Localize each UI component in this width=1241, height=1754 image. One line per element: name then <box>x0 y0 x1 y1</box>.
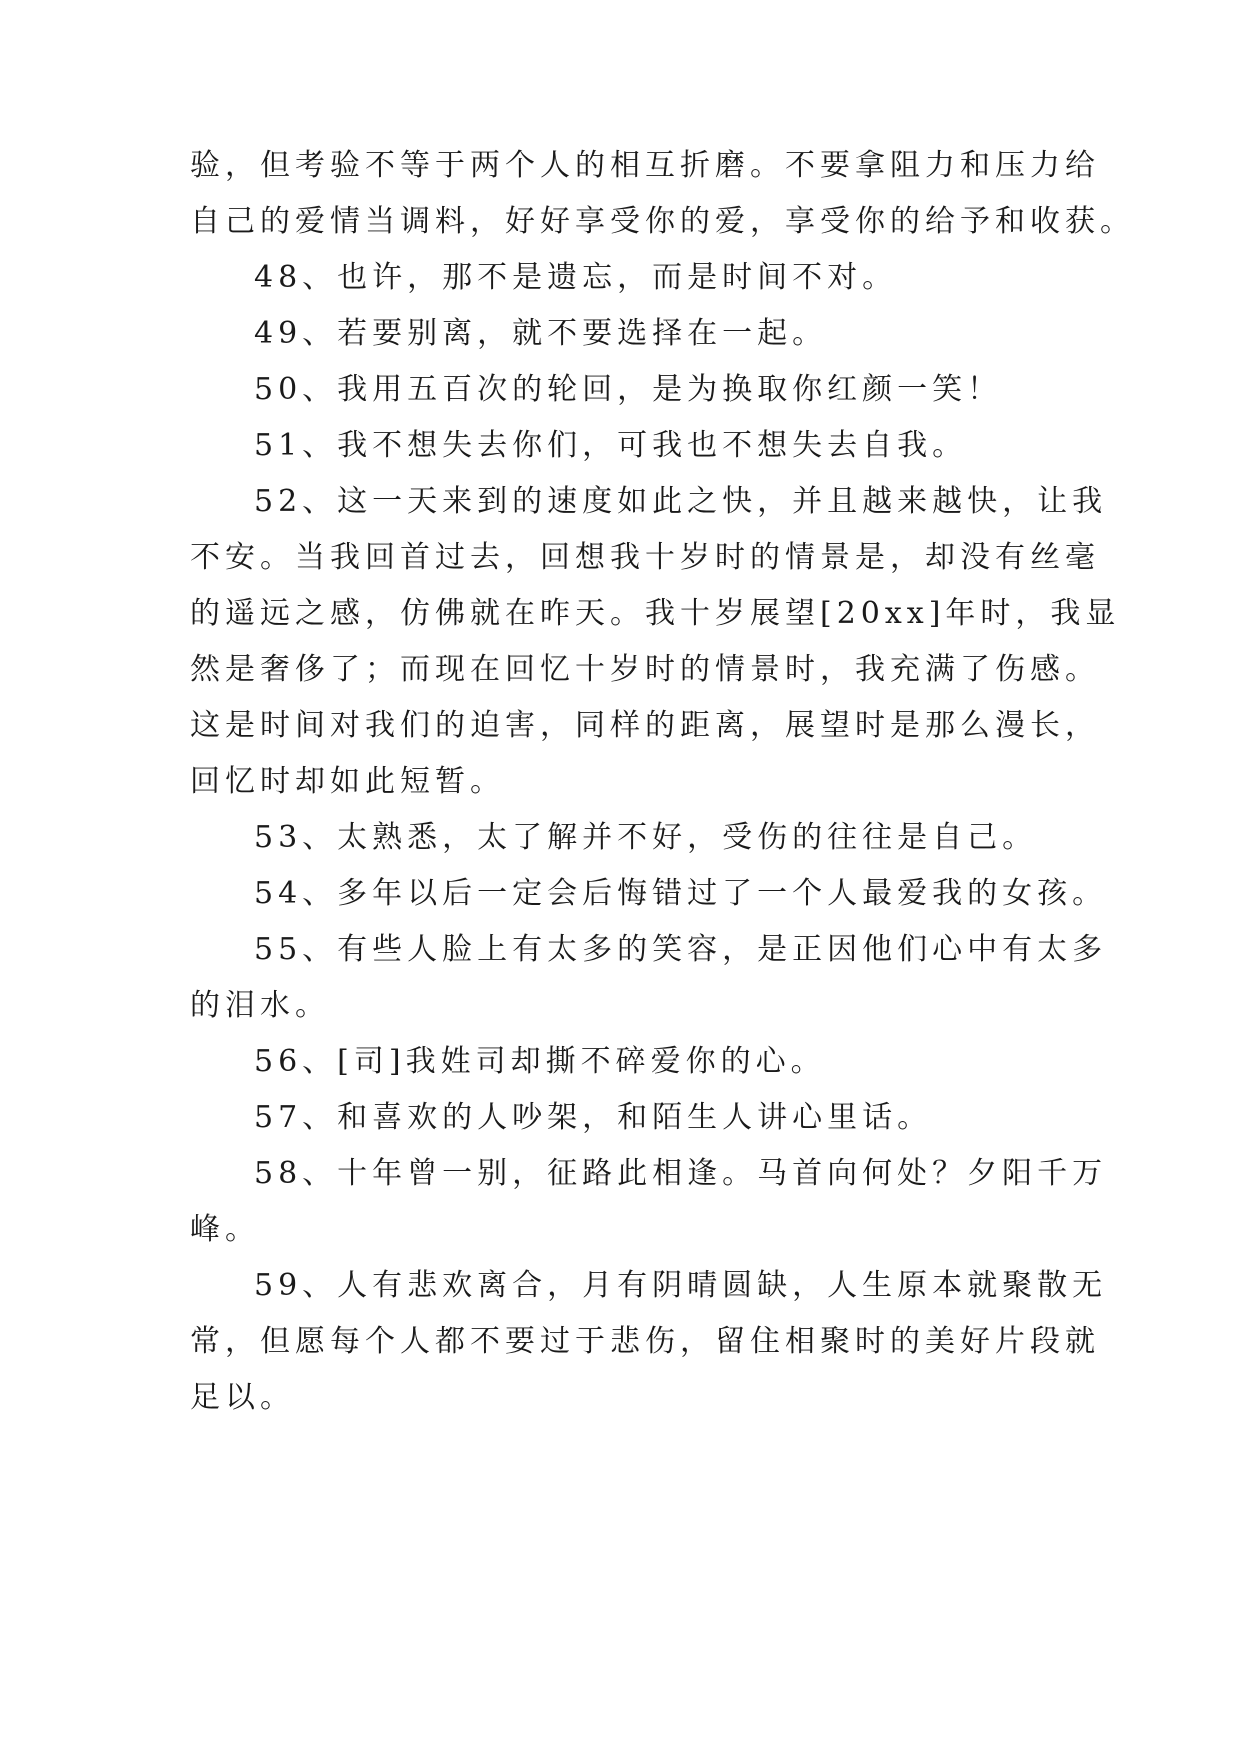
text-line: 55、有些人脸上有太多的笑容，是正因他们心中有太多 <box>254 932 1108 967</box>
text-line: 常，但愿每个人都不要过于悲伤，留住相聚时的美好片段就 <box>190 1324 1100 1359</box>
text-line: 49、若要别离，就不要选择在一起。 <box>254 316 828 351</box>
text-line: 54、多年以后一定会后悔错过了一个人最爱我的女孩。 <box>254 876 1108 911</box>
text-line: 58、十年曾一别，征路此相逢。马首向何处？夕阳千万 <box>254 1156 1108 1191</box>
text-line: 回忆时却如此短暂。 <box>190 764 505 799</box>
text-line: 53、太熟悉，太了解并不好，受伤的往往是自己。 <box>254 820 1038 855</box>
text-line: 48、也许，那不是遗忘，而是时间不对。 <box>254 260 898 295</box>
text-line: 自己的爱情当调料，好好享受你的爱，享受你的给予和收获。 <box>190 204 1135 239</box>
text-line: 59、人有悲欢离合，月有阴晴圆缺，人生原本就聚散无 <box>254 1268 1108 1303</box>
text-line: 然是奢侈了；而现在回忆十岁时的情景时，我充满了伤感。 <box>190 652 1100 687</box>
text-line: 50、我用五百次的轮回，是为换取你红颜一笑！ <box>254 372 1003 407</box>
text-line: 的泪水。 <box>190 988 330 1023</box>
text-line: 52、这一天来到的速度如此之快，并且越来越快，让我 <box>254 484 1108 519</box>
text-line: 足以。 <box>190 1380 295 1415</box>
text-line: 这是时间对我们的迫害，同样的距离，展望时是那么漫长， <box>190 708 1100 743</box>
text-line: 验，但考验不等于两个人的相互折磨。不要拿阻力和压力给 <box>190 148 1100 183</box>
text-line: 的遥远之感，仿佛就在昨天。我十岁展望[20xx]年时，我显 <box>190 596 1121 631</box>
text-line: 57、和喜欢的人吵架，和陌生人讲心里话。 <box>254 1100 933 1135</box>
text-line: 51、我不想失去你们，可我也不想失去自我。 <box>254 428 968 463</box>
text-line: 56、[司]我姓司却撕不碎爱你的心。 <box>254 1044 826 1079</box>
text-line: 峰。 <box>190 1212 260 1247</box>
text-line: 不安。当我回首过去，回想我十岁时的情景是，却没有丝毫 <box>190 540 1100 575</box>
